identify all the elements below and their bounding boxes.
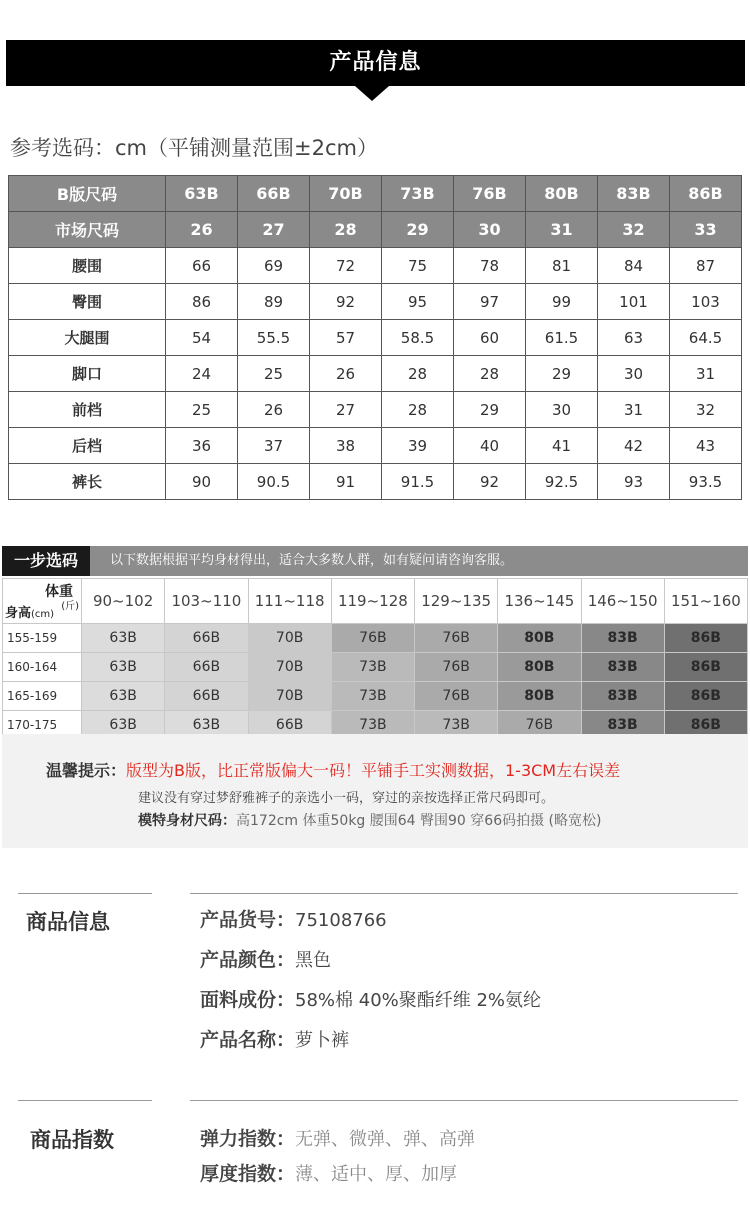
size-cell: 43 — [670, 428, 742, 464]
tips-highlight: 版型为B版，比正常版偏大一码！平铺手工实测数据，1-3CM左右误差 — [126, 761, 621, 780]
info-row — [200, 1025, 349, 1052]
size-cell: 66B — [238, 176, 310, 212]
size-cell: 103 — [670, 284, 742, 320]
fit-size-cell: 80B — [498, 624, 581, 653]
fit-size-cell: 83B — [581, 653, 664, 682]
size-cell: 90.5 — [238, 464, 310, 500]
info-row — [200, 985, 541, 1012]
divider-left — [18, 893, 152, 894]
size-cell: 86 — [166, 284, 238, 320]
info-row — [200, 1124, 475, 1151]
fit-size-cell: 76B — [498, 711, 581, 740]
fit-size-cell: 70B — [248, 682, 331, 711]
info-row — [200, 1159, 457, 1186]
size-cell: 81 — [526, 248, 598, 284]
weight-unit: (斤) — [61, 601, 79, 612]
info-row — [200, 945, 331, 972]
fit-size-cell: 66B — [165, 682, 248, 711]
fit-size-cell: 63B — [82, 624, 165, 653]
size-cell: 27 — [310, 392, 382, 428]
fit-size-cell: 70B — [248, 624, 331, 653]
fit-size-cell: 63B — [82, 682, 165, 711]
info-value: 58%棉 40%聚酯纤维 2%氨纶 — [295, 990, 542, 1011]
info-key: 产品名称： — [200, 1029, 296, 1051]
fit-size-cell: 63B — [82, 653, 165, 682]
size-cell: 80B — [526, 176, 598, 212]
info-key: 厚度指数： — [200, 1163, 296, 1185]
fit-size-cell: 76B — [331, 624, 414, 653]
fit-size-cell: 73B — [331, 653, 414, 682]
size-cell: 29 — [382, 212, 454, 248]
size-cell: 54 — [166, 320, 238, 356]
section-header-title: 产品信息 — [329, 50, 422, 75]
size-cell: 89 — [238, 284, 310, 320]
size-table — [8, 175, 742, 500]
tips-line-1 — [46, 758, 620, 781]
size-cell: 92.5 — [526, 464, 598, 500]
size-cell: 76B — [454, 176, 526, 212]
size-cell: 92 — [454, 464, 526, 500]
size-row-label: 裤长 — [9, 464, 166, 500]
model-size-line — [138, 810, 601, 830]
size-cell: 84 — [598, 248, 670, 284]
size-table-row — [9, 428, 742, 464]
fit-size-cell: 66B — [248, 711, 331, 740]
weight-range-header: 111~118 — [248, 579, 331, 624]
size-cell: 66 — [166, 248, 238, 284]
size-cell: 36 — [166, 428, 238, 464]
weight-label: 体重 — [45, 584, 73, 600]
fit-size-cell: 80B — [498, 653, 581, 682]
size-cell: 73B — [382, 176, 454, 212]
size-cell: 32 — [598, 212, 670, 248]
size-cell: 40 — [454, 428, 526, 464]
info-key: 面料成份： — [200, 989, 296, 1011]
size-row-label: 前档 — [9, 392, 166, 428]
size-cell: 101 — [598, 284, 670, 320]
fit-size-cell: 63B — [165, 711, 248, 740]
fit-size-cell: 83B — [581, 682, 664, 711]
fit-size-cell: 86B — [664, 653, 747, 682]
size-cell: 28 — [382, 356, 454, 392]
size-cell: 63B — [166, 176, 238, 212]
fit-guide-table — [2, 578, 748, 740]
size-cell: 31 — [670, 356, 742, 392]
size-cell: 30 — [598, 356, 670, 392]
size-table-row — [9, 356, 742, 392]
height-label: 身高(cm) — [5, 606, 55, 621]
size-cell: 78 — [454, 248, 526, 284]
size-cell: 41 — [526, 428, 598, 464]
size-cell: 25 — [238, 356, 310, 392]
fit-size-cell: 63B — [82, 711, 165, 740]
fit-size-cell: 66B — [165, 624, 248, 653]
height-unit: (cm) — [31, 609, 55, 620]
tips-label: 温馨提示： — [46, 761, 127, 780]
size-cell: 92 — [310, 284, 382, 320]
fit-guide-title: 一步选码 — [2, 546, 90, 576]
size-row-label: 市场尺码 — [9, 212, 166, 248]
info-value: 75108766 — [295, 910, 387, 931]
size-cell: 99 — [526, 284, 598, 320]
size-cell: 95 — [382, 284, 454, 320]
size-row-label: 后档 — [9, 428, 166, 464]
size-cell: 69 — [238, 248, 310, 284]
size-cell: 60 — [454, 320, 526, 356]
fit-size-cell: 83B — [581, 711, 664, 740]
size-cell: 28 — [454, 356, 526, 392]
size-cell: 64.5 — [670, 320, 742, 356]
size-table-row — [9, 248, 742, 284]
section-header-bar — [6, 40, 745, 86]
fit-size-cell: 86B — [664, 624, 747, 653]
size-reference-subtitle: 参考选码：cm（平铺测量范围±2cm） — [10, 136, 378, 160]
size-row-label: 臀围 — [9, 284, 166, 320]
size-cell: 28 — [382, 392, 454, 428]
size-cell: 75 — [382, 248, 454, 284]
fit-guide-description: 以下数据根据平均身材得出，适合大多数人群，如有疑问请咨询客服。 — [110, 553, 514, 568]
fit-corner-cell — [3, 579, 82, 624]
fit-size-cell: 86B — [664, 682, 747, 711]
weight-range-header: 90~102 — [82, 579, 165, 624]
size-cell: 57 — [310, 320, 382, 356]
size-cell: 29 — [454, 392, 526, 428]
size-cell: 26 — [166, 212, 238, 248]
size-cell: 58.5 — [382, 320, 454, 356]
info-value: 黑色 — [295, 950, 332, 971]
size-row-label: B版尺码 — [9, 176, 166, 212]
divider-right — [190, 893, 738, 894]
size-table-row — [9, 320, 742, 356]
height-range-label: 160-164 — [3, 653, 82, 682]
size-cell: 63 — [598, 320, 670, 356]
size-cell: 91.5 — [382, 464, 454, 500]
size-cell: 24 — [166, 356, 238, 392]
fit-size-cell: 83B — [581, 624, 664, 653]
fit-row — [3, 653, 748, 682]
size-cell: 91 — [310, 464, 382, 500]
size-table-row — [9, 464, 742, 500]
fit-size-cell: 70B — [248, 653, 331, 682]
size-cell: 87 — [670, 248, 742, 284]
size-cell: 29 — [526, 356, 598, 392]
info-row — [200, 905, 387, 932]
size-cell: 61.5 — [526, 320, 598, 356]
fit-size-cell: 66B — [165, 653, 248, 682]
size-cell: 97 — [454, 284, 526, 320]
size-cell: 30 — [454, 212, 526, 248]
height-range-label: 170-175 — [3, 711, 82, 740]
model-size-value: 高172cm 体重50kg 腰围64 臀围90 穿66码拍摄 (略宽松) — [236, 813, 602, 829]
fit-size-cell: 80B — [498, 682, 581, 711]
fit-size-cell: 76B — [415, 653, 498, 682]
size-cell: 39 — [382, 428, 454, 464]
info-value: 薄、适中、厚、加厚 — [295, 1164, 458, 1185]
size-cell: 83B — [598, 176, 670, 212]
tips-line-2: 建议没有穿过梦舒雅裤子的亲选小一码，穿过的亲按选择正常尺码即可。 — [138, 791, 555, 806]
fit-size-cell: 86B — [664, 711, 747, 740]
size-cell: 93 — [598, 464, 670, 500]
fit-size-cell: 73B — [331, 711, 414, 740]
size-cell: 37 — [238, 428, 310, 464]
fit-size-cell: 76B — [415, 624, 498, 653]
info-key: 产品货号： — [200, 909, 296, 931]
size-cell: 31 — [526, 212, 598, 248]
weight-range-header: 129~135 — [415, 579, 498, 624]
size-cell: 38 — [310, 428, 382, 464]
size-cell: 26 — [310, 356, 382, 392]
size-cell: 33 — [670, 212, 742, 248]
fit-size-cell: 73B — [331, 682, 414, 711]
size-cell: 72 — [310, 248, 382, 284]
fit-size-cell: 73B — [415, 711, 498, 740]
size-cell: 93.5 — [670, 464, 742, 500]
weight-range-header: 146~150 — [581, 579, 664, 624]
size-table-row — [9, 176, 742, 212]
fit-size-cell: 76B — [415, 682, 498, 711]
info-key: 弹力指数： — [200, 1128, 296, 1150]
size-cell: 25 — [166, 392, 238, 428]
height-range-label: 155-159 — [3, 624, 82, 653]
size-cell: 28 — [310, 212, 382, 248]
size-cell: 86B — [670, 176, 742, 212]
fit-row — [3, 624, 748, 653]
divider-right-2 — [190, 1100, 738, 1101]
info-value: 无弹、微弹、弹、高弹 — [295, 1129, 476, 1150]
size-cell: 32 — [670, 392, 742, 428]
size-row-label: 脚口 — [9, 356, 166, 392]
size-cell: 70B — [310, 176, 382, 212]
model-size-label: 模特身材尺码： — [138, 813, 236, 829]
weight-range-header: 103~110 — [165, 579, 248, 624]
size-table-row — [9, 284, 742, 320]
info-value: 萝卜裤 — [295, 1030, 350, 1051]
size-cell: 42 — [598, 428, 670, 464]
size-table-row — [9, 392, 742, 428]
product-index-title: 商品指数 — [30, 1128, 114, 1152]
size-cell: 30 — [526, 392, 598, 428]
fit-row — [3, 682, 748, 711]
info-key: 产品颜色： — [200, 949, 296, 971]
header-notch-arrow — [355, 86, 389, 101]
size-cell: 31 — [598, 392, 670, 428]
height-range-label: 165-169 — [3, 682, 82, 711]
size-row-label: 腰围 — [9, 248, 166, 284]
size-table-row — [9, 212, 742, 248]
size-cell: 55.5 — [238, 320, 310, 356]
weight-range-header: 151~160 — [664, 579, 747, 624]
size-row-label: 大腿围 — [9, 320, 166, 356]
divider-left-2 — [18, 1100, 152, 1101]
weight-range-header: 119~128 — [331, 579, 414, 624]
size-cell: 27 — [238, 212, 310, 248]
product-info-title: 商品信息 — [26, 910, 110, 934]
size-cell: 90 — [166, 464, 238, 500]
size-cell: 26 — [238, 392, 310, 428]
weight-range-header: 136~145 — [498, 579, 581, 624]
